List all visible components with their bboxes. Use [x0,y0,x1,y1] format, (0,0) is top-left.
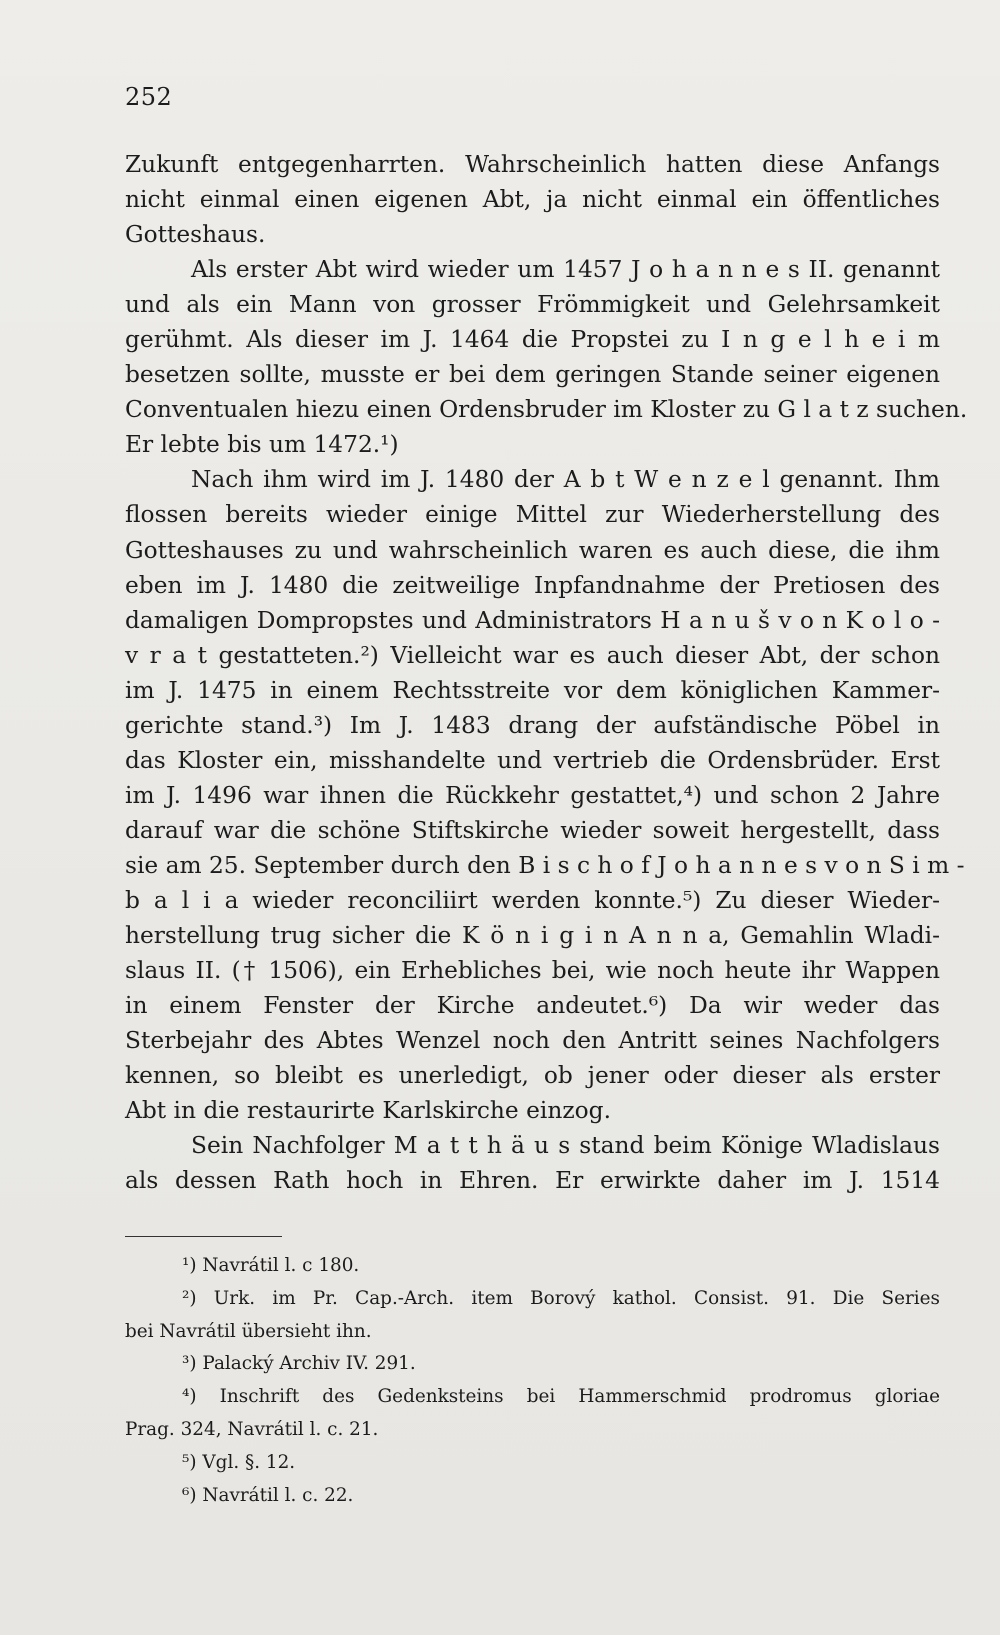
body-line: eben im J. 1480 die zeitweilige Inpfandnahme der Pretiosen des [125,571,940,599]
body-line: gerichte stand.³) Im J. 1483 drang der aufständische Pöbel in [125,711,940,739]
body-line: Er lebte bis um 1472.¹) [125,431,399,459]
body-line: als dessen Rath hoch in Ehren. Er erwirkte daher im J. 1514 [125,1167,940,1195]
body-line: slaus II. († 1506), ein Erhebliches bei, wie noch heute ihr Wappen [125,957,940,985]
footnote-line: ⁶) Navrátil l. c. 22. [182,1484,354,1506]
body-line: kennen, so bleibt es unerledigt, ob jener oder dieser als erster [125,1062,940,1090]
body-line: gerühmt. Als dieser im J. 1464 die Propstei zu I n g e l h e i m [125,326,940,354]
body-line: herstellung trug sicher die K ö n i g i n A n n a, Gemahlin Wladi- [125,922,940,950]
page-number: 252 [125,83,173,111]
body-line: das Kloster ein, misshandelte und vertrieb die Ordensbrüder. Erst [125,746,940,774]
footnote-line: ²) Urk. im Pr. Cap.-Arch. item Borový kathol. Consist. 91. Die Series [182,1287,940,1309]
body-line: darauf war die schöne Stiftskirche wieder soweit hergestellt, dass [125,816,940,844]
body-line: im J. 1475 in einem Rechtsstreite vor dem königlichen Kammer- [125,676,940,704]
footnote-line: Prag. 324, Navrátil l. c. 21. [125,1418,379,1440]
body-line: im J. 1496 war ihnen die Rückkehr gestattet,⁴) und schon 2 Jahre [125,781,940,809]
body-line: Abt in die restaurirte Karlskirche einzog. [125,1097,611,1125]
body-text [125,147,968,1198]
body-line: Zukunft entgegenharrten. Wahrscheinlich hatten diese Anfangs [125,151,940,178]
body-line: Gotteshauses zu und wahrscheinlich waren es auch diese, die ihm [125,536,940,564]
footnote-divider [125,1236,282,1237]
body-line: v r a t gestatteten.²) Vielleicht war es auch dieser Abt, der schon [125,641,940,669]
footnote-line: ⁴) Inschrift des Gedenksteins bei Hammerschmid prodromus gloriae [182,1386,940,1408]
body-line: in einem Fenster der Kirche andeutet.⁶) Da wir weder das [125,992,940,1020]
footnotes [125,1250,940,1512]
body-line: Als erster Abt wird wieder um 1457 J o h a n n e s II. genannt [191,256,940,284]
body-line: sie am 25. September durch den B i s c h o f J o h a n n e s v o n S i m - [125,851,965,879]
body-line: Nach ihm wird im J. 1480 der A b t W e n z e l genannt. Ihm [191,466,940,494]
body-line: besetzen sollte, musste er bei dem geringen Stande seiner eigenen [125,361,940,389]
body-line: Gotteshaus. [125,221,266,249]
footnote-line: ⁵) Vgl. §. 12. [182,1451,296,1473]
body-line: damaligen Dompropstes und Administrators H a n u š v o n K o l o - [125,606,940,634]
body-line: Sterbejahr des Abtes Wenzel noch den Antritt seines Nachfolgers [125,1027,940,1055]
body-line: flossen bereits wieder einige Mittel zur Wiederherstellung des [125,501,940,529]
body-line: und als ein Mann von grosser Frömmigkeit und Gelehrsamkeit [125,291,940,319]
body-line: b a l i a wieder reconciliirt werden konnte.⁵) Zu dieser Wieder- [125,886,940,914]
footnote-line: ¹) Navrátil l. c 180. [182,1255,360,1276]
body-line: nicht einmal einen eigenen Abt, ja nicht einmal ein öffentliches [125,186,940,214]
body-line: Conventualen hiezu einen Ordensbruder im Kloster zu G l a t z suchen. [125,396,968,424]
footnote-line: ³) Palacký Archiv IV. 291. [182,1353,416,1375]
footnote-line: bei Navrátil übersieht ihn. [125,1320,372,1342]
body-line: Sein Nachfolger M a t t h ä u s stand beim Könige Wladislaus [191,1132,940,1160]
